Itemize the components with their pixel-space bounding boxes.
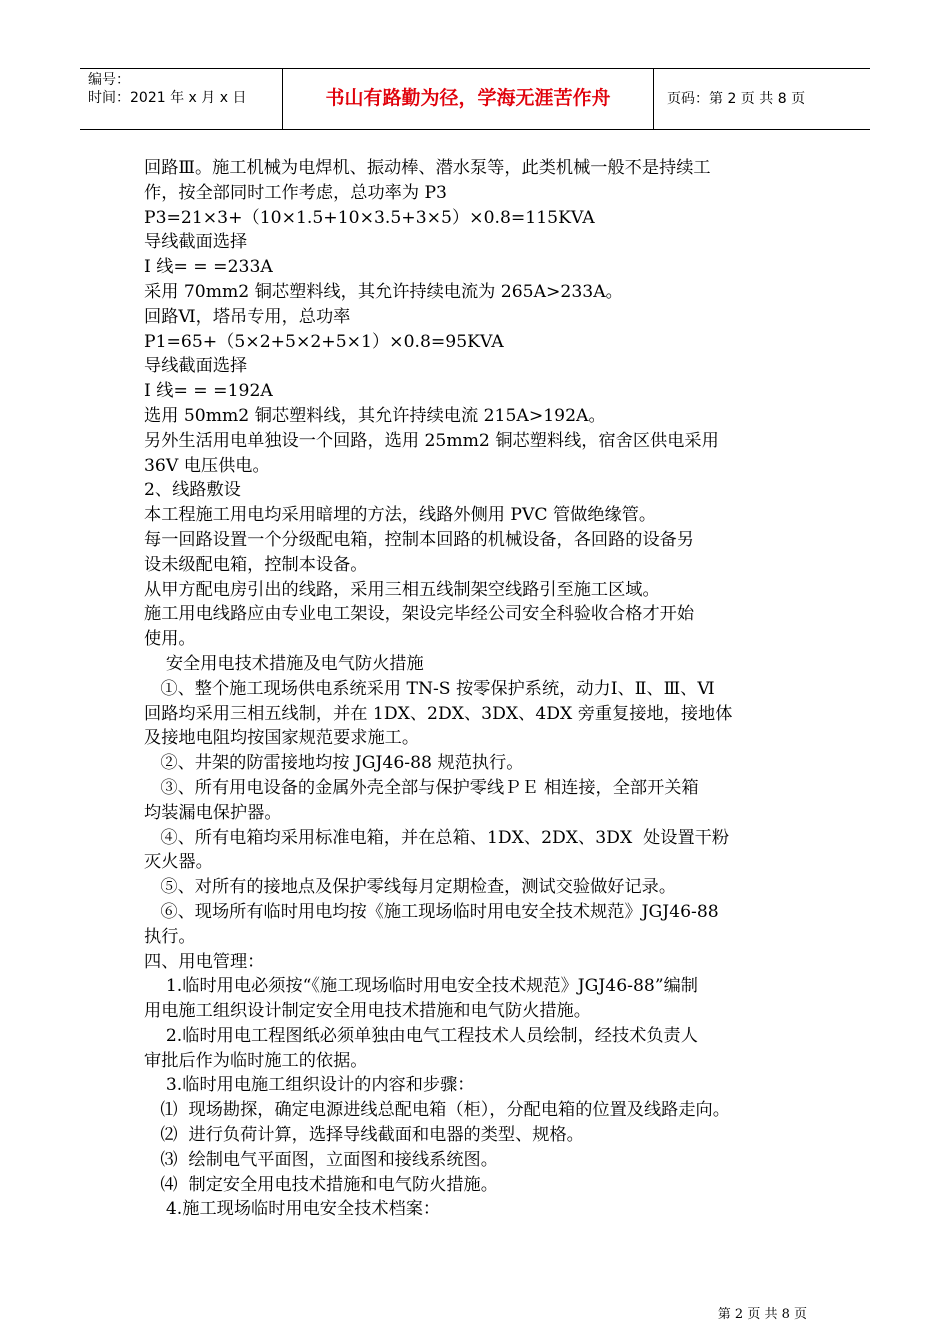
body-line: ⑷ 制定安全用电技术措施和电气防火措施。 [144, 1174, 498, 1195]
header-page-cell [655, 69, 870, 129]
body-line: 设未级配电箱，控制本设备。 [144, 554, 368, 575]
body-line: P1=65+（5×2+5×2+5×1）×0.8=95KVA [144, 331, 504, 352]
body-line: 用电施工组织设计制定安全用电技术措施和电气防火措施。 [144, 1001, 591, 1022]
body-line: 选用 50mm2 铜芯塑料线，其允许持续电流 215A>192A。 [144, 405, 606, 426]
header-motto: 书山有路勤为径，学海无涯苦作舟 [325, 87, 611, 109]
body-line: 安全用电技术措施及电气防火措施 [144, 653, 424, 674]
body-line: 回路Ⅵ，塔吊专用，总功率 [144, 306, 351, 327]
header-page-code: 页码：第 2 页 共 8 页 [667, 91, 806, 107]
body-line: ⑥、现场所有临时用电均按《施工现场临时用电安全技术规范》JGJ46-88 [144, 901, 719, 922]
body-line: ①、整个施工现场供电系统采用 TN-S 按零保护系统，动力Ⅰ、Ⅱ、Ⅲ、Ⅵ [144, 678, 715, 699]
body-line: 回路均采用三相五线制，并在 1DX、2DX、3DX、4DX 旁重复接地，接地体 [144, 703, 733, 724]
body-line: 另外生活用电单独设一个回路，选用 25mm2 铜芯塑料线，宿舍区供电采用 [144, 430, 719, 451]
body-line: ⑴ 现场勘探，确定电源进线总配电箱（柜），分配电箱的位置及线路走向。 [144, 1100, 730, 1121]
body-line: ②、井架的防雷接地均按 JGJ46-88 规范执行。 [144, 753, 524, 774]
body-line: 2.临时用电工程图纸必须单独由电气工程技术人员绘制，经技术负责人 [144, 1025, 698, 1046]
body-line: 3.临时用电施工组织设计的内容和步骤： [144, 1075, 475, 1096]
body-line: ⑵ 进行负荷计算，选择导线截面和电器的类型、规格。 [144, 1125, 584, 1146]
body-line: 作，按全部同时工作考虑，总功率为 P3 [144, 182, 447, 203]
body-line: 本工程施工用电均采用暗埋的方法，线路外侧用 PVC 管做绝缘管。 [144, 505, 657, 526]
body-line: 施工用电线路应由专业电工架设，架设完毕经公司安全科验收合格才开始 [144, 604, 695, 625]
body-line: 导线截面选择 [144, 232, 248, 253]
body-line: 回路Ⅲ。施工机械为电焊机、振动棒、潜水泵等，此类机械一般不是持续工 [144, 158, 711, 178]
body-line: 均装漏电保护器。 [144, 802, 282, 823]
body-line: 及接地电阻均按国家规范要求施工。 [144, 728, 420, 749]
body-line: 审批后作为临时施工的依据。 [144, 1050, 368, 1071]
body-line: I 线= = =233A [144, 257, 273, 278]
body-line: 每一回路设置一个分级配电箱，控制本回路的机械设备，各回路的设备另 [144, 529, 695, 550]
header-meta-cell [80, 69, 283, 129]
body-line: ③、所有用电设备的金属外壳全部与保护零线ＰＥ 相连接，全部开关箱 [144, 777, 699, 798]
body-line: 2、线路敷设 [144, 480, 241, 501]
page-header [80, 68, 870, 130]
document-date-label: 时间：2021 年 x 月 x 日 [88, 90, 247, 106]
document-number-label: 编号： [88, 72, 130, 88]
body-line: 导线截面选择 [144, 356, 248, 377]
body-line: ④、所有电箱均采用标准电箱，并在总箱、1DX、2DX、3DX 处设置干粉 [144, 827, 730, 848]
body-line: P3=21×3+（10×1.5+10×3.5+3×5）×0.8=115KVA [144, 207, 595, 228]
body-line: 1.临时用电必须按“《施工现场临时用电安全技术规范》JGJ46-88”编制 [144, 976, 698, 997]
body-line: 采用 70mm2 铜芯塑料线，其允许持续电流为 265A>233A。 [144, 281, 623, 302]
body-line: 从甲方配电房引出的线路，采用三相五线制架空线路引至施工区域。 [144, 579, 660, 600]
body-line: 灭火器。 [144, 852, 213, 873]
body-line: 4.施工现场临时用电安全技术档案： [144, 1199, 441, 1220]
page-footer: 第 2 页 共 8 页 [717, 1307, 807, 1322]
body-line: 使用。 [144, 629, 196, 650]
body-line: ⑤、对所有的接地点及保护零线每月定期检查，测试交验做好记录。 [144, 877, 677, 898]
document-body [144, 156, 824, 1222]
body-line: 四、用电管理： [144, 951, 265, 972]
header-motto-cell [283, 69, 654, 129]
body-line: 36V 电压供电。 [144, 455, 270, 476]
body-line: I 线= = =192A [144, 381, 273, 402]
body-line: 执行。 [144, 926, 196, 947]
body-line: ⑶ 绘制电气平面图，立面图和接线系统图。 [144, 1149, 498, 1170]
